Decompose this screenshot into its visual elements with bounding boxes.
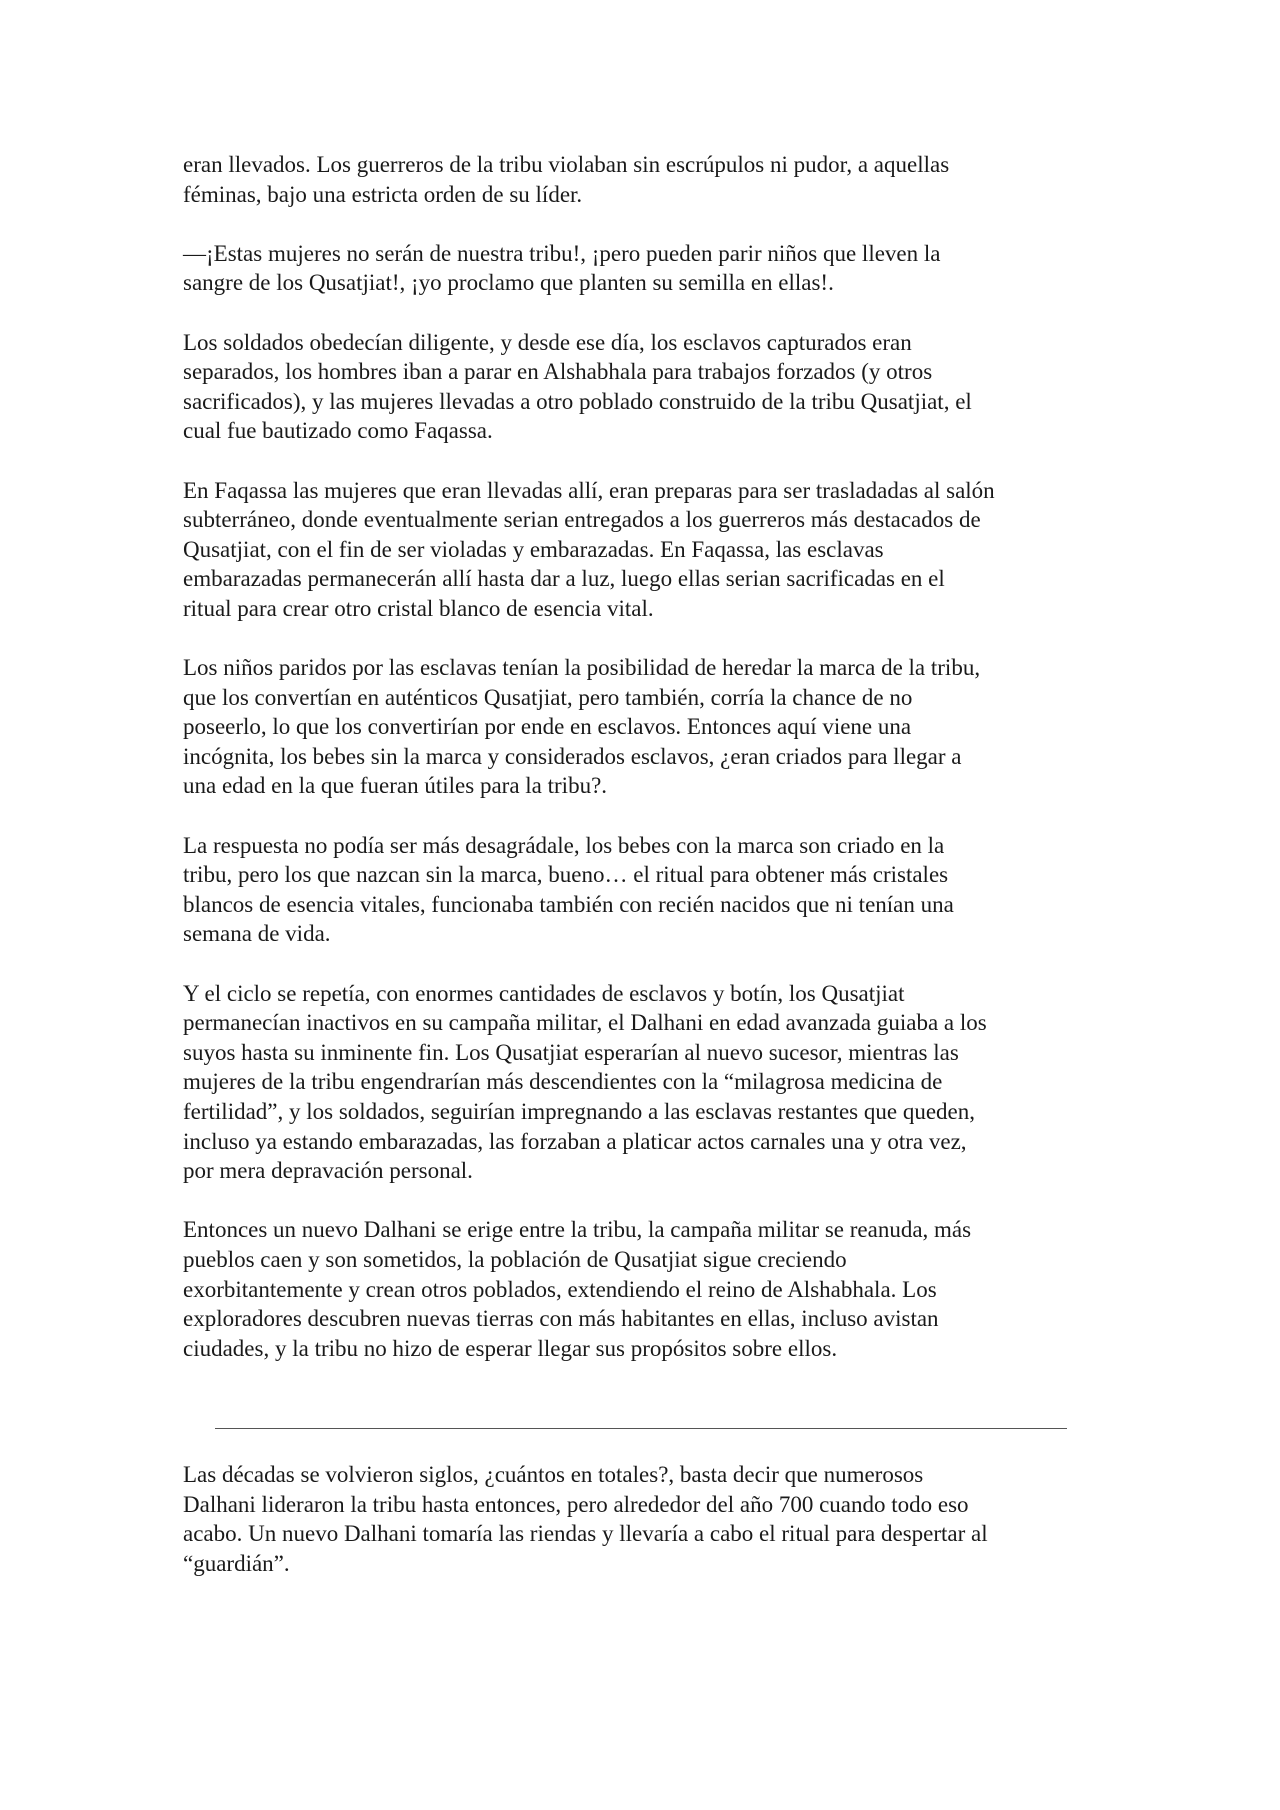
paragraph-1: eran llevados. Los guerreros de la tribu violaban sin escrúpulos ni pudor, a aquellas féminas, bajo una estricta orden de su líder. bbox=[183, 152, 950, 207]
paragraph-3: Los soldados obedecían diligente, y desde ese día, los esclavos capturados eran separados, los hombres iban a parar en Alshabhala para trabajos forzados (y otros sacrificados), y las mujeres llevadas a otro poblado construido de la tribu Qusatjiat, el cual fue bautizado como Faqassa. bbox=[183, 329, 972, 444]
paragraph-6: La respuesta no podía ser más desagrádale, los bebes con la marca son criado en la tribu, pero los que nazcan sin la marca, bueno… el ritual para obtener más cristales blancos de esencia vitales, funcionaba también con recién nacidos que ni tenían una semana de vida. bbox=[183, 832, 954, 947]
paragraph-7: Y el ciclo se repetía, con enormes cantidades de esclavos y botín, los Qusatjiat permanecían inactivos en su campaña militar, el Dalhani en edad avanzada guiaba a los suyos hasta su inminente fin. Los Qusatjiat esperarían al nuevo sucesor, mientras las mujeres de la tribu engendrarían más descendientes con la “milagrosa medicina de fertilidad”, y los soldados, seguirían impregnando a las esclavas restantes que queden, incluso ya estando embarazadas, las forzaban a platicar actos carnales una y otra vez, por mera depravación personal. bbox=[183, 980, 987, 1184]
paragraph-4: En Faqassa las mujeres que eran llevadas allí, eran preparas para ser trasladadas al salón subterráneo, donde eventualmente serian entregados a los guerreros más destacados de Qusatjiat, con el fin de ser violadas y embarazadas. En Faqassa, las esclavas embarazadas permanecerán allí hasta dar a luz, luego ellas serian sacrificadas en el ritual para crear otro cristal blanco de esencia vital. bbox=[183, 477, 995, 621]
paragraph-5: Los niños paridos por las esclavas tenían la posibilidad de heredar la marca de la tribu, que los convertían en auténticos Qusatjiat, pero también, corría la chance de no poseerlo, lo que los convertirían por ende en esclavos. Entonces aquí viene una incógnita, los bebes sin la marca y considerados esclavos, ¿eran criados para llegar a una edad en la que fueran útiles para la tribu?. bbox=[183, 655, 981, 799]
paragraph-2: —¡Estas mujeres no serán de nuestra tribu!, ¡pero pueden parir niños que lleven la sangre de los Qusatjiat!, ¡yo proclamo que planten su semilla en ellas!. bbox=[183, 240, 941, 296]
paragraph-8: Entonces un nuevo Dalhani se erige entre la tribu, la campaña militar se reanuda, más pueblos caen y son sometidos, la población de Qusatjiat sigue creciendo exorbitantemente y crean otros poblados, extendiendo el reino de Alshabhala. Los exploradores descubren nuevas tierras con más habitantes en ellas, incluso avistan ciudades, y la tribu no hizo de esperar llegar sus propósitos sobre ellos. bbox=[183, 1217, 972, 1361]
document-body bbox=[183, 150, 1103, 1393]
paragraph-9: Las décadas se volvieron siglos, ¿cuántos en totales?, basta decir que numerosos Dalhani lideraron la tribu hasta entonces, pero alrededor del año 700 cuando todo eso acabo. Un nuevo Dalhani tomaría las riendas y llevaría a cabo el ritual para despertar al “guardián”. bbox=[183, 1462, 988, 1576]
document-body-continued bbox=[183, 1460, 1103, 1608]
section-divider bbox=[215, 1428, 1067, 1429]
